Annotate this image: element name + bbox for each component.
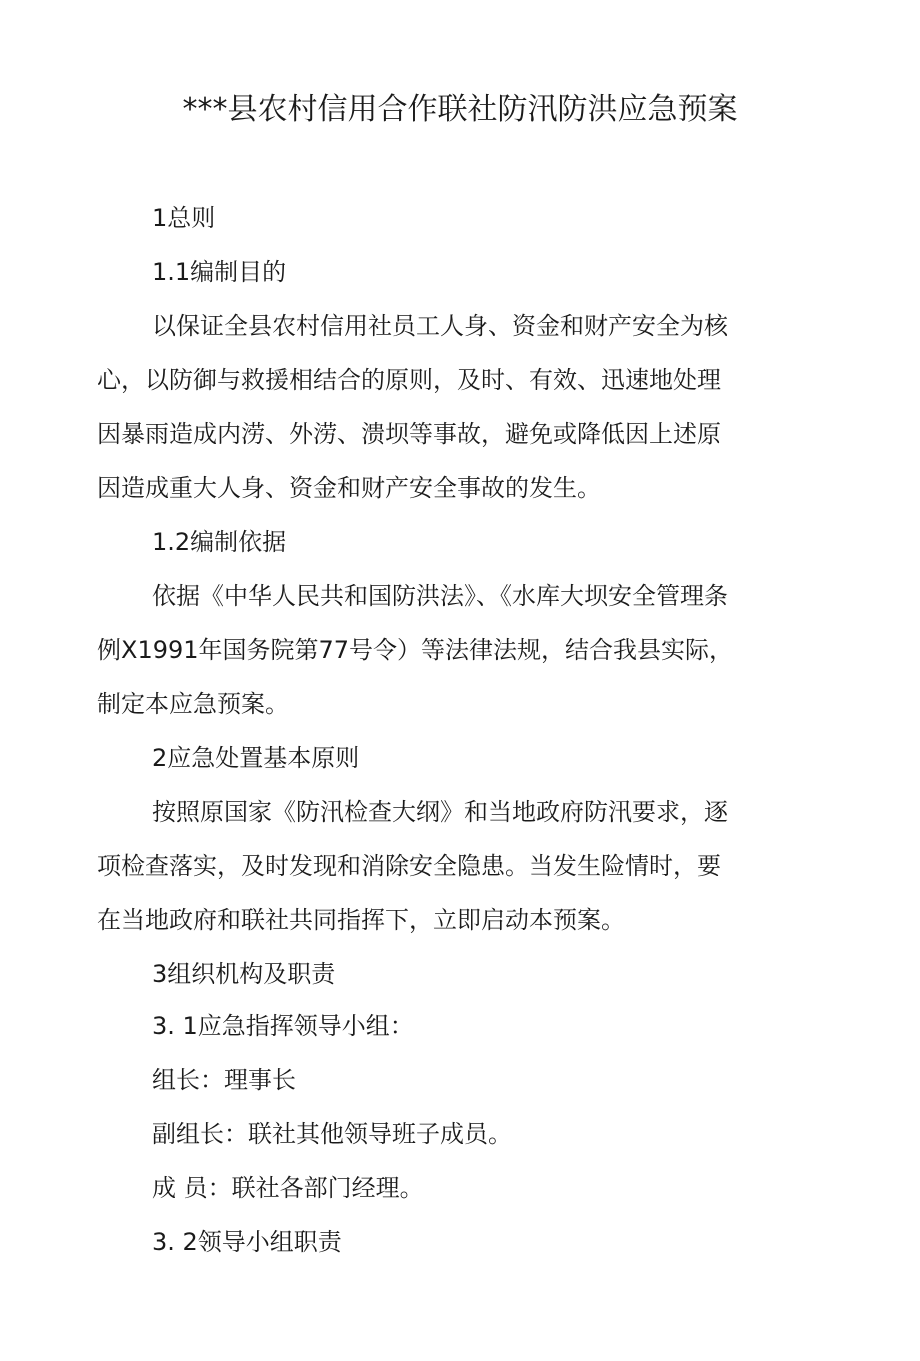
- paragraph-line: 因暴雨造成内涝、外涝、溃坝等事故，避免或降低因上述原: [97, 420, 721, 448]
- list-item-leader: 组长：理事长: [152, 1066, 296, 1094]
- paragraph-line: 在当地政府和联社共同指挥下，立即启动本预案。: [97, 906, 625, 934]
- heading-3-2-group-duties: 3. 2领导小组职责: [152, 1228, 342, 1256]
- document-title: ***县农村信用合作联社防汛防洪应急预案: [182, 92, 738, 127]
- paragraph-line: 项检查落实，及时发现和消除安全隐患。当发生险情时，要: [97, 852, 721, 880]
- heading-1-1-purpose: 1.1编制目的: [152, 258, 287, 286]
- list-item-members: 成 员：联社各部门经理。: [152, 1174, 424, 1202]
- heading-2-principles: 2应急处置基本原则: [152, 744, 360, 772]
- paragraph-line: 例X1991年国务院第77号令）等法律法规，结合我县实际，: [97, 636, 734, 664]
- list-item-deputy-leader: 副组长：联社其他领导班子成员。: [152, 1120, 512, 1148]
- paragraph-line: 制定本应急预案。: [97, 690, 289, 718]
- paragraph-line: 按照原国家《防汛检查大纲》和当地政府防汛要求，逐: [152, 798, 728, 826]
- paragraph-line: 因造成重大人身、资金和财产安全事故的发生。: [97, 474, 601, 502]
- paragraph-line: 心，以防御与救援相结合的原则，及时、有效、迅速地处理: [97, 366, 721, 394]
- heading-3-organization: 3组织机构及职责: [152, 960, 336, 988]
- paragraph-line: 依据《中华人民共和国防洪法》、《水库大坝安全管理条: [152, 582, 728, 610]
- heading-1-general: 1总则: [152, 204, 216, 232]
- heading-1-2-basis: 1.2编制依据: [152, 528, 287, 556]
- paragraph-line: 以保证全县农村信用社员工人身、资金和财产安全为核: [152, 312, 728, 340]
- heading-3-1-leadership-group: 3. 1应急指挥领导小组：: [152, 1012, 414, 1040]
